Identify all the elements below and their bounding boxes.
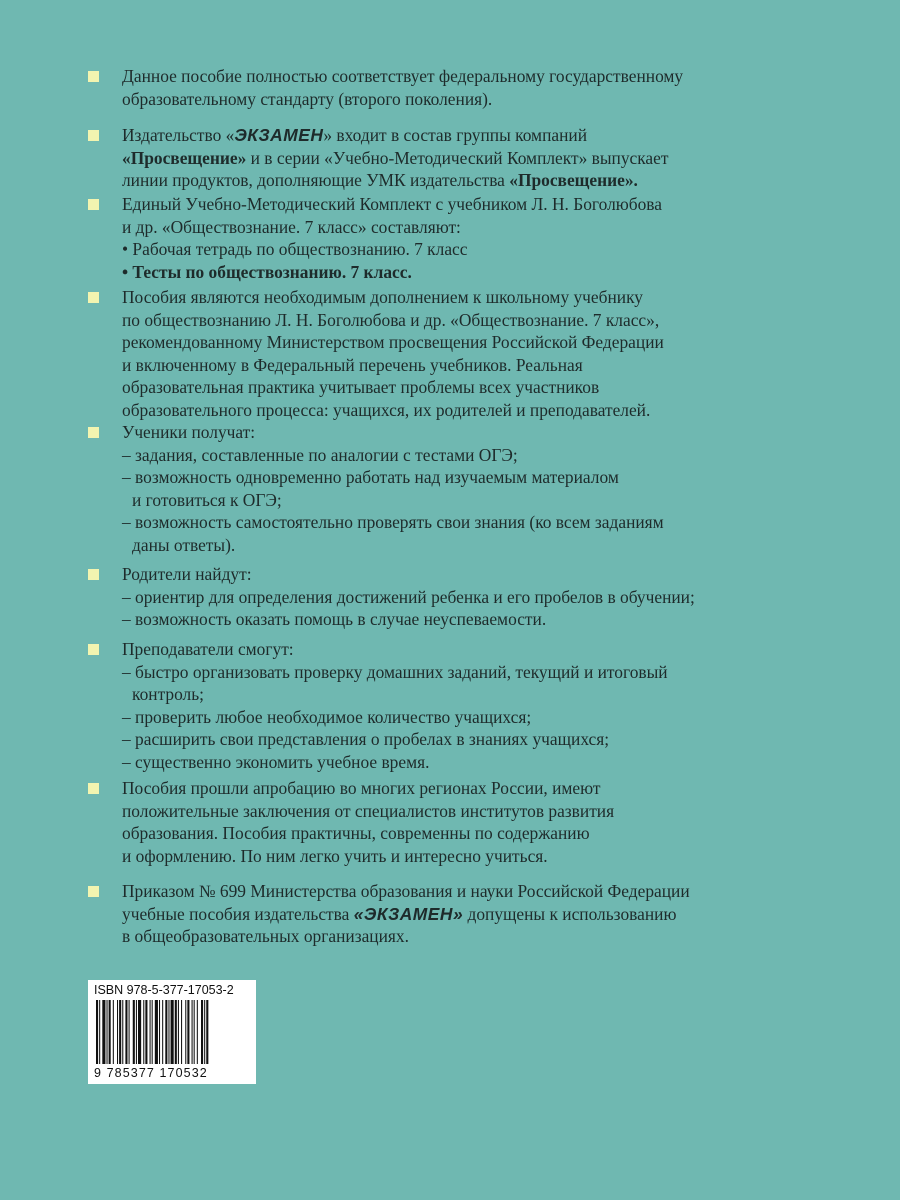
text-line: – существенно экономить учебное время. — [122, 751, 430, 772]
text-line: образования. Пособия практичны, современны по содержанию — [122, 823, 590, 844]
text-line: образовательная практика учитывает проблемы всех участников — [122, 377, 600, 398]
text-line: и оформлению. По ним легко учить и интересно учиться. — [122, 845, 548, 866]
brand-name: ЭКЗАМЕН — [234, 125, 324, 145]
square-bullet-icon — [88, 71, 99, 82]
text-line: линии продуктов, дополняющие УМК издательства «Просвещение». — [122, 170, 638, 191]
square-bullet-icon — [88, 644, 99, 655]
text-line: – проверить любое необходимое количество учащихся; — [122, 706, 532, 727]
text-line: – расширить свои представления о пробелах в знаниях учащихся; — [122, 729, 610, 750]
text-line: рекомендованному Министерством просвещения Российской Федерации — [122, 332, 664, 353]
text-line: «Просвещение» и в серии «Учебно-Методический Комплект» выпускает — [122, 147, 669, 168]
paragraph-publisher — [88, 124, 808, 192]
isbn-label: ISBN 978-5-377-17053-2 — [94, 983, 234, 997]
paragraph-approbation — [88, 777, 808, 867]
paragraph-umk — [88, 193, 808, 283]
text-line: контроль; — [132, 684, 204, 705]
text-line: и включенному в Федеральный перечень учебников. Реальная — [122, 354, 583, 375]
square-bullet-icon — [88, 886, 99, 897]
text-line: учебные пособия издательства «ЭКЗАМЕН» допущены к использованию — [122, 903, 677, 924]
text-line: – возможность самостоятельно проверять свои знания (ко всем заданиям — [122, 512, 664, 533]
text-line: и готовиться к ОГЭ; — [132, 489, 282, 510]
paragraph-order — [88, 880, 808, 948]
text-line: образовательного процесса: учащихся, их родителей и преподавателей. — [122, 399, 651, 420]
square-bullet-icon — [88, 199, 99, 210]
text-line: по обществознанию Л. Н. Боголюбова и др. «Обществознание. 7 класс», — [122, 309, 660, 330]
text-line: Ученики получат: — [122, 422, 256, 442]
square-bullet-icon — [88, 783, 99, 794]
text-line: Данное пособие полностью соответствует федеральному государственному — [122, 66, 684, 86]
text-line: положительные заключения от специалистов институтов развития — [122, 800, 615, 821]
text-line: Издательство «ЭКЗАМЕН» входит в состав группы компаний — [122, 125, 588, 145]
text-line-strong: • Тесты по обществознанию. 7 класс. — [122, 261, 412, 282]
text-line: – ориентир для определения достижений ребенка и его пробелов в обучении; — [122, 586, 695, 607]
text-line: в общеобразовательных организациях. — [122, 926, 409, 947]
text-line: Единый Учебно-Методический Комплект с учебником Л. Н. Боголюбова — [122, 194, 662, 214]
barcode-digits: 9 785377 170532 — [94, 1066, 208, 1080]
text-line: Пособия прошли апробацию во многих регионах России, имеют — [122, 778, 601, 798]
text-line: даны ответы). — [132, 534, 236, 555]
brand-name: «ЭКЗАМЕН» — [353, 903, 464, 924]
paragraph-teachers — [88, 638, 808, 774]
text-line: образовательному стандарту (второго поколения). — [122, 88, 493, 109]
paragraph-parents — [88, 563, 808, 631]
square-bullet-icon — [88, 427, 99, 438]
paragraph-students — [88, 421, 808, 557]
text-line: – задания, составленные по аналогии с тестами ОГЭ; — [122, 444, 518, 465]
isbn-barcode-box — [88, 980, 256, 1084]
text-line: • Рабочая тетрадь по обществознанию. 7 класс — [122, 239, 468, 260]
barcode-icon — [94, 1000, 250, 1064]
text-line: – возможность оказать помощь в случае неуспеваемости. — [122, 609, 547, 630]
square-bullet-icon — [88, 130, 99, 141]
text-line: Родители найдут: — [122, 564, 252, 584]
text-line: Приказом № 699 Министерства образования и науки Российской Федерации — [122, 881, 690, 901]
square-bullet-icon — [88, 569, 99, 580]
text-line: и др. «Обществознание. 7 класс» составляют: — [122, 216, 461, 237]
text-line: Пособия являются необходимым дополнением к школьному учебнику — [122, 287, 644, 307]
paragraph-standard — [88, 65, 808, 110]
square-bullet-icon — [88, 292, 99, 303]
text-line: – возможность одновременно работать над изучаемым материалом — [122, 467, 619, 488]
paragraph-description — [88, 286, 808, 422]
text-line: – быстро организовать проверку домашних заданий, текущий и итоговый — [122, 661, 668, 682]
text-line: Преподаватели смогут: — [122, 639, 294, 659]
